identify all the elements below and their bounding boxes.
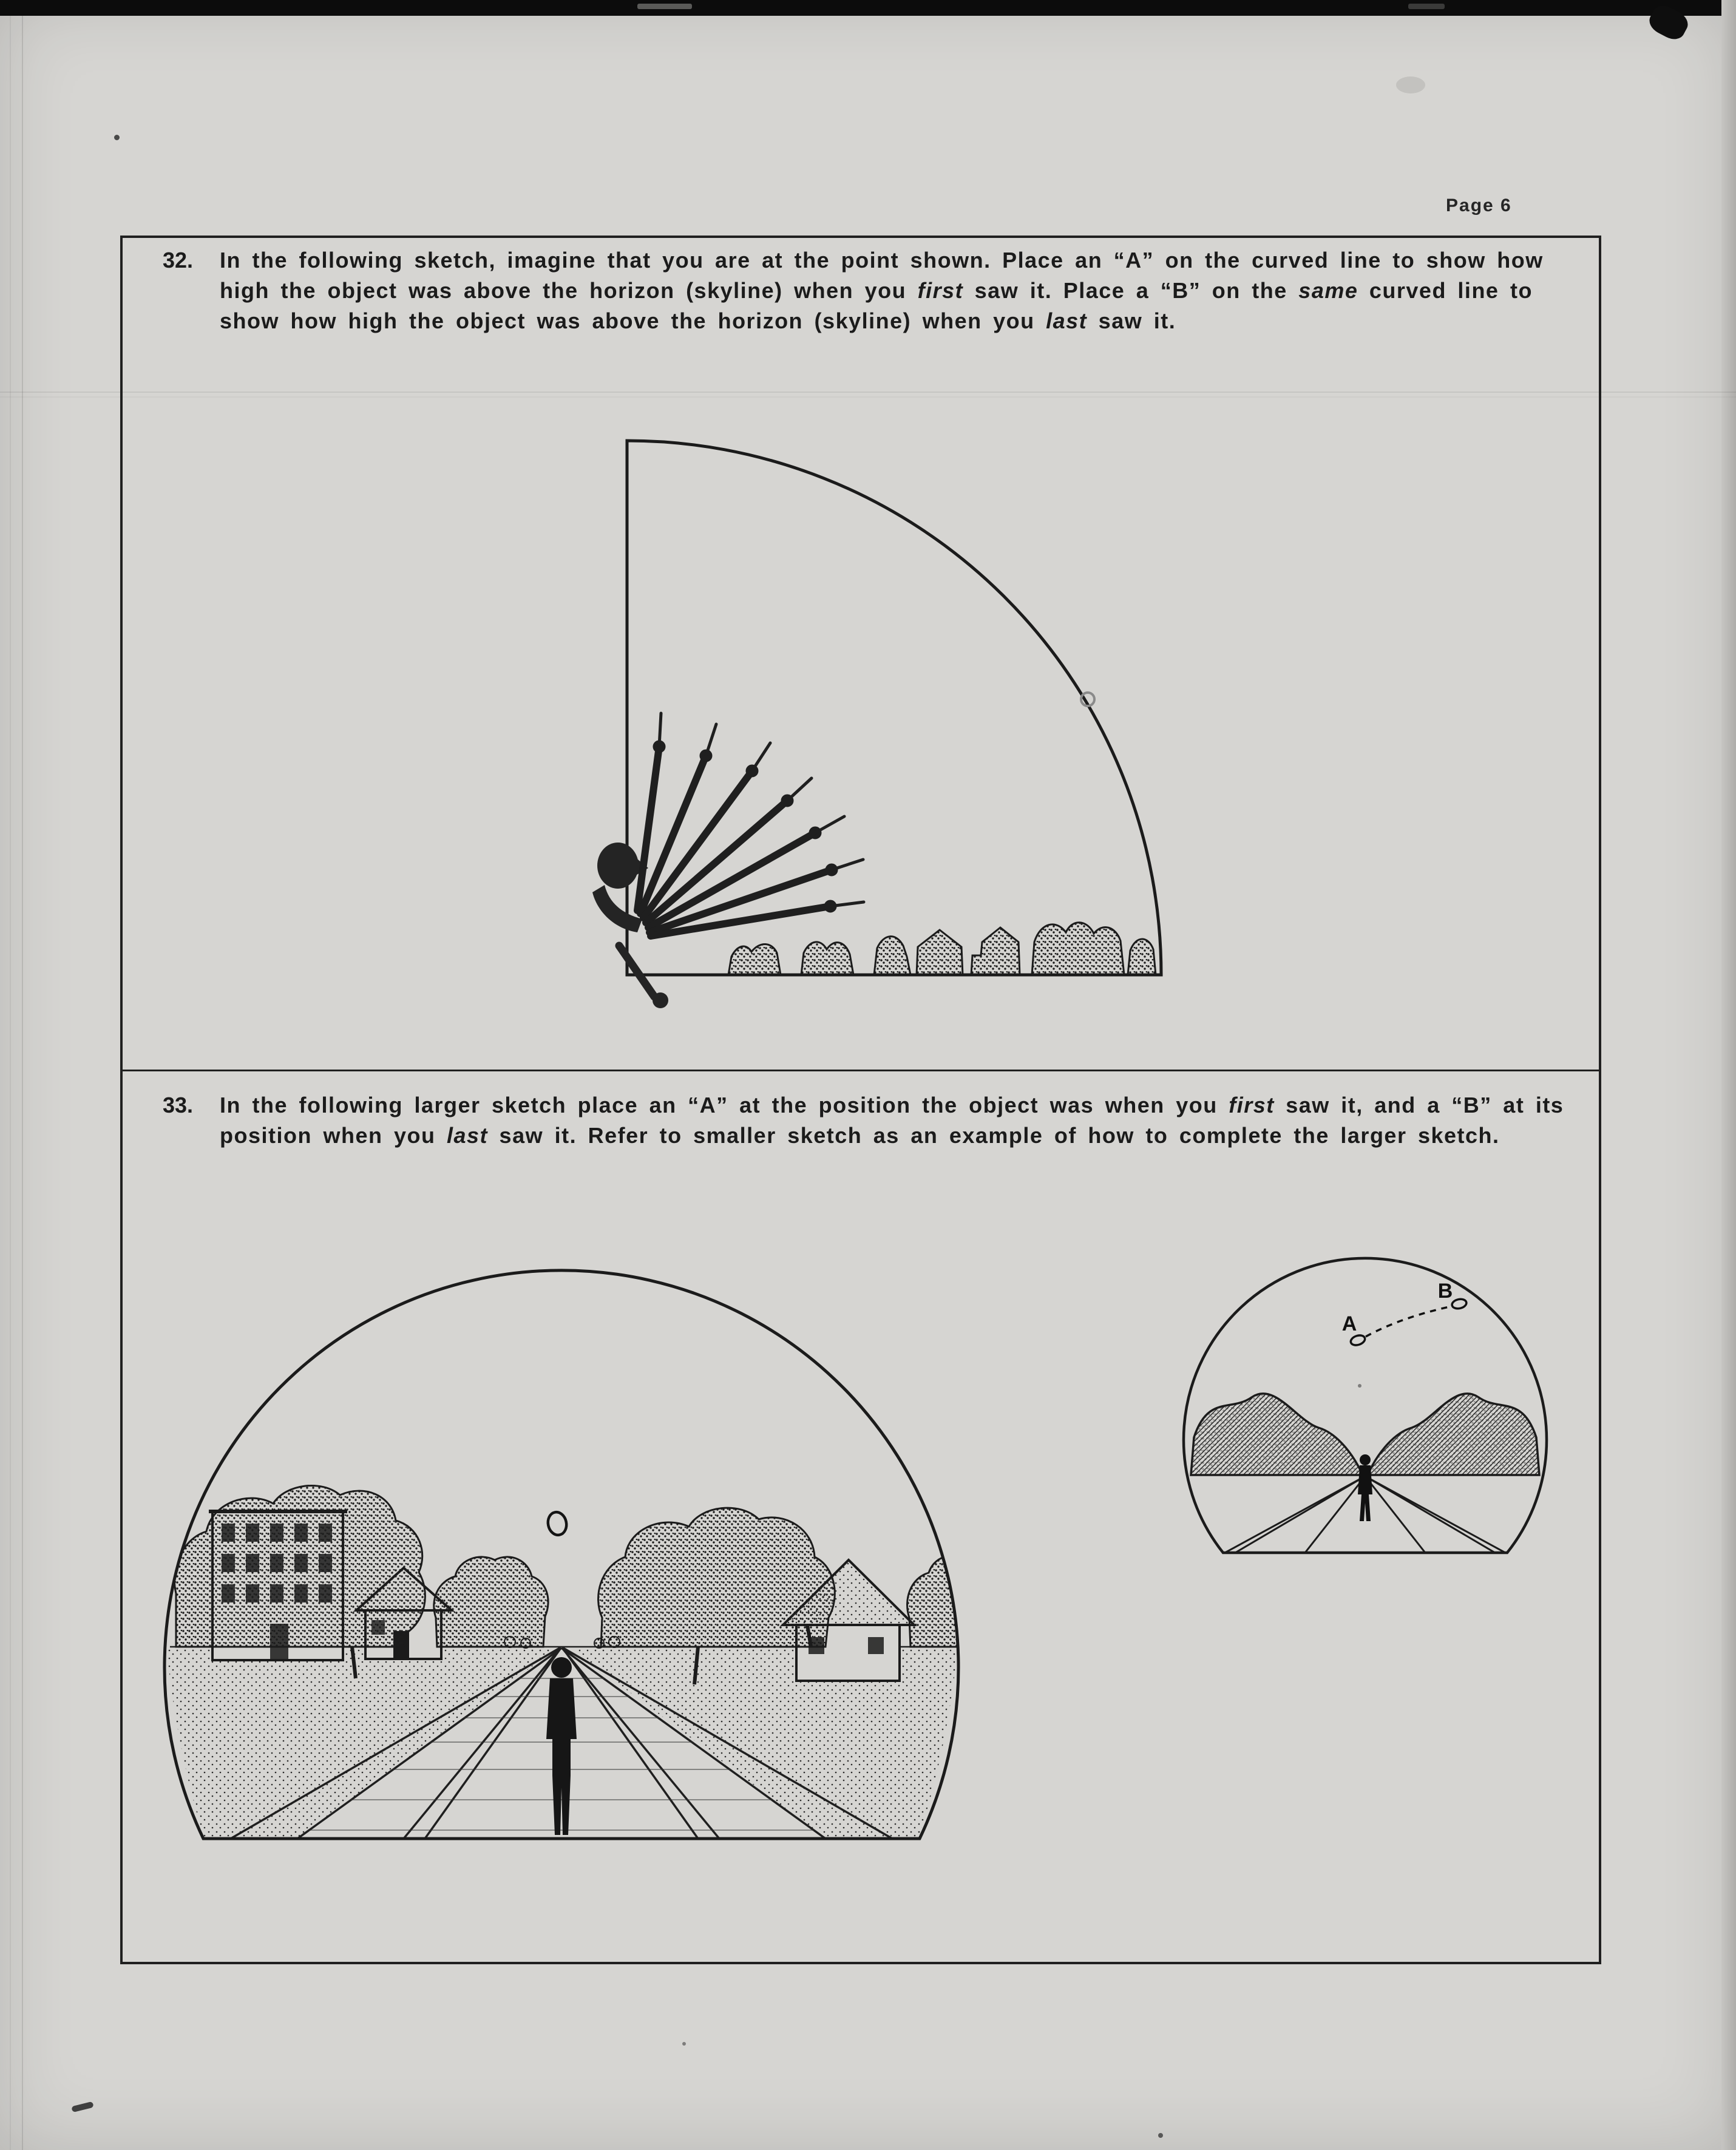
question-33-number: 33.	[163, 1093, 194, 1117]
text-segment: same	[1298, 278, 1358, 303]
example-sketch	[1178, 1249, 1560, 1565]
tree-left	[174, 1485, 548, 1647]
oval-a	[1349, 1334, 1366, 1347]
tree-mass-left	[1191, 1394, 1361, 1475]
text-segment: saw it.	[1087, 308, 1176, 333]
scan-speck	[682, 2042, 686, 2046]
scan-smudge	[1396, 76, 1425, 93]
scan-top-notch	[1408, 4, 1445, 9]
text-segment: saw it, and a “B” at its position when you	[220, 1093, 1564, 1148]
scan-top-notch	[637, 4, 692, 9]
stray-dot	[1358, 1384, 1361, 1388]
question-32	[163, 245, 1583, 336]
scan-fold-line	[22, 16, 23, 2150]
street-scene-sketch	[152, 1253, 977, 1854]
text-segment: last	[1046, 308, 1088, 333]
sky-object	[546, 1510, 568, 1536]
dashed-path	[1366, 1306, 1452, 1337]
label-b: B	[1437, 1280, 1453, 1303]
text-segment: saw it. Refer to smaller sketch as an example of how to complete the larger sketch.	[488, 1123, 1500, 1148]
scan-right-edge	[1721, 0, 1736, 2150]
scan-fold-line	[10, 16, 11, 2150]
example-person-silhouette	[1358, 1454, 1372, 1521]
text-segment: last	[447, 1123, 489, 1148]
oval-b	[1451, 1298, 1468, 1310]
skyline-silhouette	[728, 923, 1156, 975]
page-number-label: Page 6	[1446, 195, 1512, 215]
scan-speck	[114, 135, 120, 140]
text-segment: first	[1229, 1093, 1275, 1117]
elevation-angle-sketch	[546, 419, 1214, 1026]
text-segment: In the following sketch, imagine that you are at the point shown. Place an “A” on the curved line to show how high the object was above the horizon (skyline) when you	[220, 248, 1544, 303]
text-segment: saw it. Place a “B” on the	[963, 278, 1299, 303]
text-segment: curved line to show how high the object was above the horizon (skyline) when you	[220, 278, 1533, 333]
question-33-text	[220, 1090, 1583, 1151]
scan-speck	[71, 2101, 93, 2112]
tree-mass-right	[1369, 1394, 1539, 1475]
question-32-number: 32.	[163, 248, 194, 273]
question-32-text	[220, 245, 1583, 336]
text-segment: first	[917, 278, 964, 303]
person-silhouette	[546, 1657, 577, 1835]
scan-speck	[1158, 2133, 1163, 2138]
label-a: A	[1341, 1312, 1357, 1335]
scan-top-edge	[0, 0, 1736, 16]
question-33	[163, 1090, 1583, 1151]
section-divider	[123, 1070, 1599, 1071]
text-segment: In the following larger sketch place an “A” at the position the object was when you	[220, 1093, 1229, 1117]
